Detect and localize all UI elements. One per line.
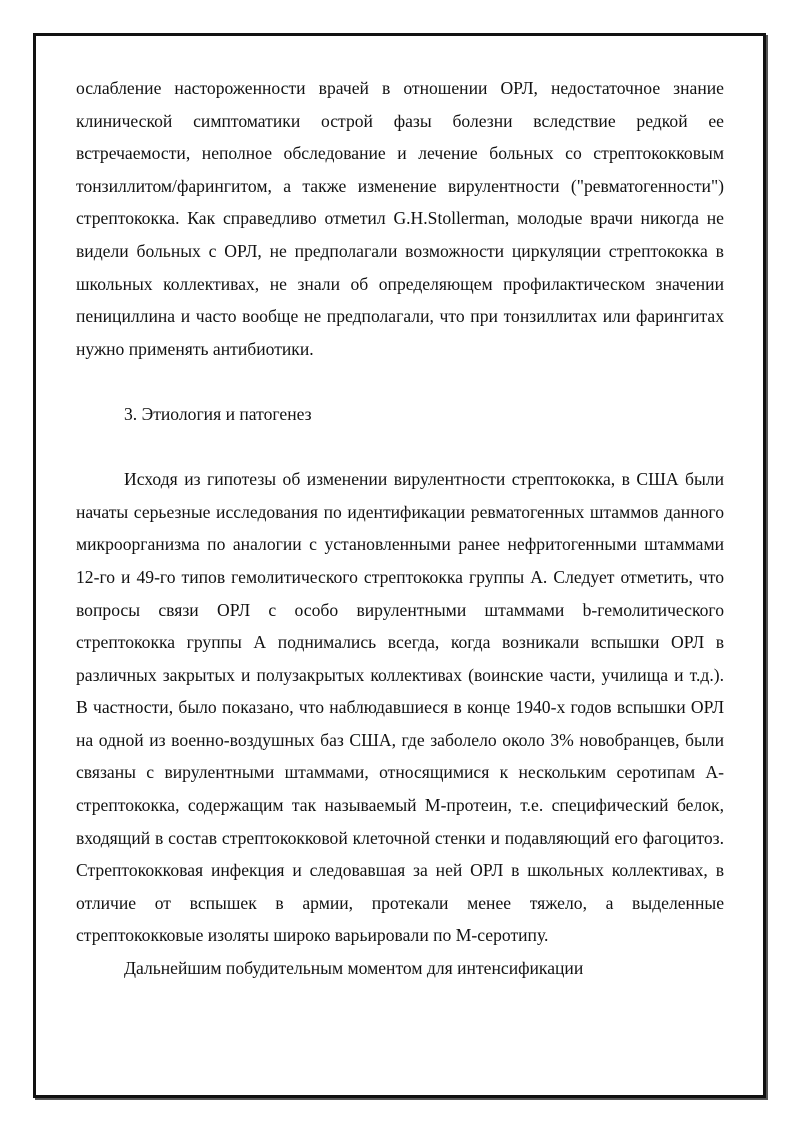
spacer <box>76 431 724 464</box>
paragraph-2: Исходя из гипотезы об изменении вирулентности стрептококка, в США были начаты серьезные исследования по идентификации ревматогенных штаммов данного микроорганизма по аналогии с установленными ранее нефритогенными штаммами 12-го и 49-го типов гемолитического стрептококка группы А. Следует отметить, что вопросы связи ОРЛ с особо вирулентными штаммами b-гемолитического стрептококка группы А поднимались всегда, когда возникали вспышки ОРЛ в различных закрытых и полузакрытых коллективах (воинские части, училища и т.д.). В частности, было показано, что наблюдавшиеся в конце 1940-х годов вспышки ОРЛ на одной из военно-воздушных баз США, где заболело около 3% новобранцев, были связаны с вирулентными штаммами, относящимися к нескольким серотипам А-стрептококка, содержащим так называемый М-протеин, т.е. специфический белок, входящий в состав стрептококковой клеточной стенки и подавляющий его фагоцитоз. Стрептококковая инфекция и следовавшая за ней ОРЛ в школьных коллективах, в отличие от вспышек в армии, протекали менее тяжело, а выделенные стрептококковые изоляты широко варьировали по М-серотипу. <box>76 469 724 946</box>
paragraph-1: ослабление настороженности врачей в отношении ОРЛ, недостаточное знание клинической симптоматики острой фазы болезни вследствие редкой ее встречаемости, неполное обследование и лечение больных со стрептококковым тонзиллитом/фарингитом, а также изменение вирулентности ("ревматогенности") стрептококка. Как справедливо отметил G.H.Stollerman, молодые врачи никогда не видели больных с ОРЛ, не предполагали возможности циркуляции стрептококка в школьных коллективах, не знали об определяющем профилактическом значении пенициллина и часто вообще не предполагали, что при тонзиллитах или фарингитах нужно применять антибиотики. <box>76 78 724 359</box>
document-body <box>76 72 724 985</box>
paragraph-3: Дальнейшим побудительным моментом для интенсификации <box>124 958 584 979</box>
section-heading: 3. Этиология и патогенез <box>124 403 312 424</box>
spacer <box>76 365 724 398</box>
